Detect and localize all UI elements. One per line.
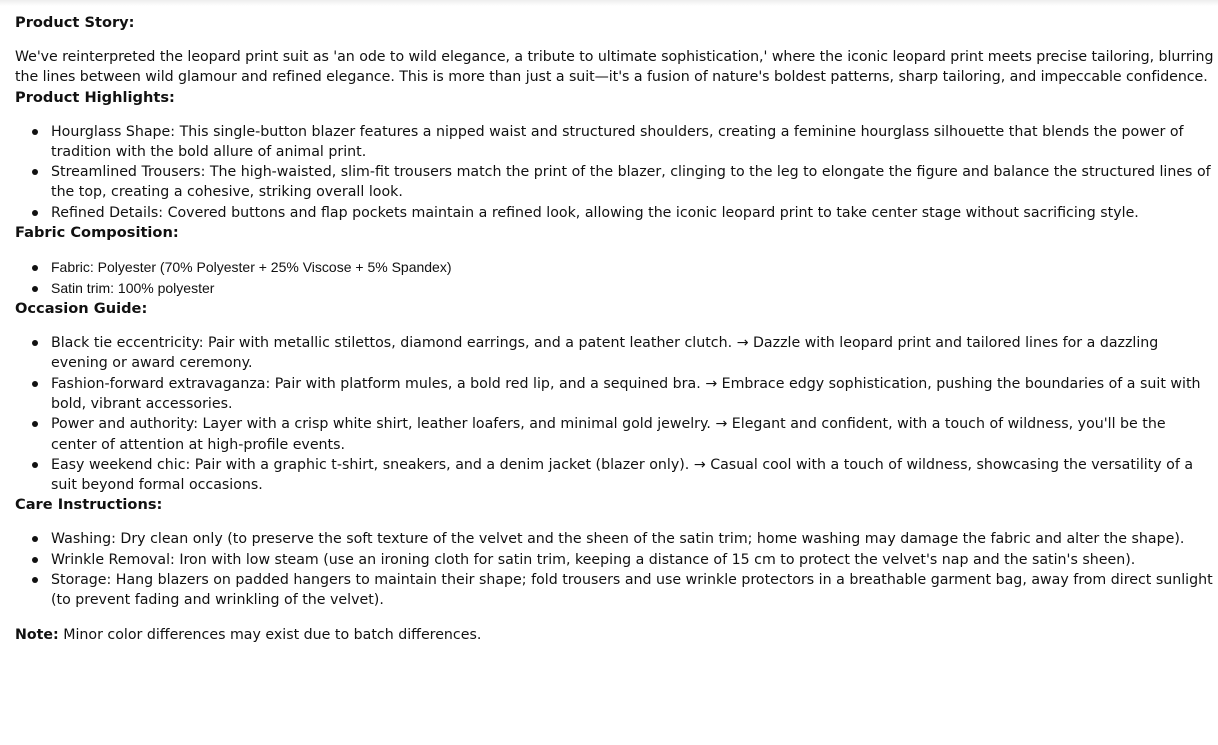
product-highlights-heading: Product Highlights: — [15, 88, 175, 106]
product-story-heading: Product Story: — [15, 14, 135, 31]
list-item: Power and authority: Layer with a crisp white shirt, leather loafers, and minimal gold jewelry. → Elegant and confident, with a touch of wildness, you'll be the center of attention at high-profile events. — [51, 414, 1215, 455]
care-instructions-heading: Care Instructions: — [15, 496, 163, 514]
note-text: Minor color differences may exist due to batch differences. — [58, 626, 482, 643]
list-item: Satin trim: 100% polyester — [51, 278, 1215, 299]
product-description — [15, 13, 1215, 645]
list-item: Fabric: Polyester (70% Polyester + 25% Viscose + 5% Spandex) — [51, 257, 1215, 278]
top-shadow — [0, 0, 1218, 6]
list-item: Black tie eccentricity: Pair with metallic stilettos, diamond earrings, and a patent leather clutch. → Dazzle with leopard print and tailored lines for a dazzling evening or award ceremony. — [51, 333, 1215, 374]
list-item: Streamlined Trousers: The high-waisted, slim-fit trousers match the print of the blazer, clinging to the leg to elongate the figure and balance the structured lines of the top, creating a cohesive, striking overall look. — [51, 162, 1215, 203]
list-item: Fashion-forward extravaganza: Pair with platform mules, a bold red lip, and a sequined bra. → Embrace edgy sophistication, pushing the boundaries of a suit with bold, vibrant accessories. — [51, 374, 1215, 415]
fabric-list — [15, 257, 1215, 299]
list-item: Hourglass Shape: This single-button blazer features a nipped waist and structured shoulders, creating a feminine hourglass silhouette that blends the power of tradition with the bold allure of animal print. — [51, 122, 1215, 163]
list-item: Refined Details: Covered buttons and flap pockets maintain a refined look, allowing the iconic leopard print to take center stage without sacrificing style. — [51, 203, 1215, 223]
note-paragraph — [15, 625, 1215, 645]
list-item: Wrinkle Removal: Iron with low steam (use an ironing cloth for satin trim, keeping a distance of 15 cm to protect the velvet's nap and the satin's sheen). — [51, 550, 1215, 570]
care-list — [15, 529, 1215, 610]
list-item: Washing: Dry clean only (to preserve the soft texture of the velvet and the sheen of the satin trim; home washing may damage the fabric and alter the shape). — [51, 529, 1215, 549]
occasion-guide-heading: Occasion Guide: — [15, 300, 148, 318]
note-label: Note: — [15, 626, 59, 643]
product-story-text: We've reinterpreted the leopard print suit as 'an ode to wild elegance, a tribute to ultimate sophistication,' where the iconic leopard print meets precise tailoring, blurring the lines between wild glamour and refined elegance. This is more than just a suit—it's a fusion of nature's boldest patterns, sharp tailoring, and impeccable confidence. — [15, 49, 1214, 86]
occasion-list — [15, 333, 1215, 495]
highlights-list — [15, 122, 1215, 223]
list-item: Easy weekend chic: Pair with a graphic t-shirt, sneakers, and a denim jacket (blazer only). → Casual cool with a touch of wildness, showcasing the versatility of a suit beyond formal occasions. — [51, 455, 1215, 496]
list-item: Storage: Hang blazers on padded hangers to maintain their shape; fold trousers and use wrinkle protectors in a breathable garment bag, away from direct sunlight (to prevent fading and wrinkling of the velvet). — [51, 570, 1215, 611]
fabric-composition-heading: Fabric Composition: — [15, 224, 179, 242]
